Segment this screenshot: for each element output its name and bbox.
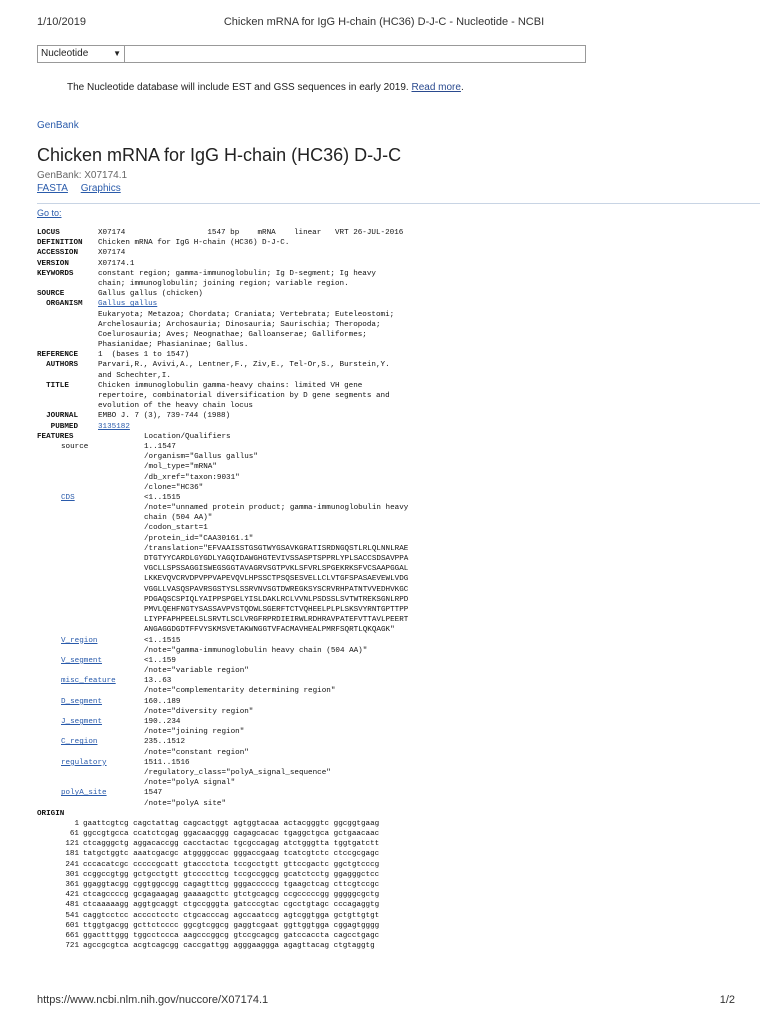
feature-qualifier: 190..234 xyxy=(144,718,181,726)
feature-qualifier: PDGAQSCSPIQLYAIPPSPGELYISLDAKLRCLVVNLPSDSSLSVTWTREKSGNLRPD xyxy=(144,595,409,604)
feature-row xyxy=(37,544,760,554)
feature-key[interactable]: misc_feature xyxy=(61,677,116,686)
feature-qualifier: 1..1547 xyxy=(144,442,176,451)
feature-key[interactable]: C_region xyxy=(61,738,98,747)
graphics-link[interactable]: Graphics xyxy=(80,183,121,194)
sequence-text: caggtcctcc acccctcctc ctgcacccag agccaatccg agtcggtgga gctgttgtgt xyxy=(83,911,380,920)
keywords-line: chain; immunoglobulin; joining region; variable region. xyxy=(98,279,349,288)
source-value: Gallus gallus (chicken) xyxy=(98,290,203,299)
feature-row xyxy=(37,788,760,798)
authors-line: and Schechter,I. xyxy=(98,371,171,380)
lineage-line: Eukaryota; Metazoa; Chordata; Craniata; Vertebrata; Euteleostomi; xyxy=(98,310,395,319)
feature-qualifier: chain (504 AA)" xyxy=(144,514,213,523)
sequence-row xyxy=(37,870,760,880)
fasta-link[interactable]: FASTA xyxy=(37,183,68,194)
locus-key: LOCUS xyxy=(37,229,60,237)
feature-qualifier: 13..63 xyxy=(144,677,172,686)
accession-label: GenBank: X07174.1 xyxy=(37,170,128,181)
version-row xyxy=(37,259,760,269)
accession-value: X07174 xyxy=(98,249,126,258)
sequence-row xyxy=(37,829,760,839)
print-url: https://www.ncbi.nlm.nih.gov/nuccore/X07174.1 xyxy=(37,994,269,1006)
title-line: repertoire, combinatorial diversification by D gene segments and xyxy=(98,392,390,400)
feature-qualifier: 235..1512 xyxy=(144,738,186,747)
feature-row xyxy=(37,595,760,605)
feature-row xyxy=(37,493,760,503)
feature-row xyxy=(37,585,760,595)
feature-qualifier: /codon_start=1 xyxy=(144,524,208,533)
feature-row xyxy=(37,513,760,523)
feature-row xyxy=(37,707,760,717)
feature-qualifier: VGGLLVASQSPAVRSGSTYSLSSRVNVSGTDWREGKSYSCRVRHPATNTVVEDHVKGC xyxy=(144,585,409,594)
reference-key: REFERENCE xyxy=(37,351,79,360)
lineage-line: Phasianidae; Phasianinae; Gallus. xyxy=(98,341,249,350)
keywords-row xyxy=(37,279,760,289)
sequence-position: 721 xyxy=(65,942,79,951)
feature-qualifier: /db_xref="taxon:9031" xyxy=(144,473,240,482)
search-input[interactable] xyxy=(124,45,586,63)
feature-qualifier: LKKEVQVCRVDPVPPVAPEVQVLHPSSCTPSQSESVELLCLVTGFSPASAEVEWLVDG xyxy=(144,575,409,584)
chevron-down-icon: ▼ xyxy=(113,49,121,58)
sequence-text: ttggtgacgg gcttctcccc ggcgtcggcg gaggtcgaat ggttggtgga cggagtgggg xyxy=(83,921,380,930)
version-value: X07174.1 xyxy=(98,259,135,268)
page-title: Chicken mRNA for IgG H-chain (HC36) D-J-C xyxy=(37,145,402,165)
keywords-line: constant region; gamma-immunoglobulin; Ig D-segment; Ig heavy xyxy=(98,269,376,278)
sequence-text: ctcaaaaagg aggtgcaggt ctgccgggta gatcccgtac cgcctgtagc cccagaggtg xyxy=(83,901,380,910)
feature-qualifier: LIYPFAPHPEELSLSRVTLSCLVRGFRPRDIEIRWLRDHRAVPATEFVTTAVLPEERT xyxy=(144,616,409,625)
sequence-position: 181 xyxy=(65,850,79,859)
feature-row xyxy=(37,564,760,574)
feature-qualifier: /note="joining region" xyxy=(144,728,245,737)
pubmed-key: PUBMED xyxy=(37,422,79,431)
goto-link[interactable]: Go to: xyxy=(37,208,62,218)
feature-row xyxy=(37,503,760,513)
sequence-row xyxy=(37,839,760,849)
sequence-row xyxy=(37,890,760,900)
title-line: Chicken immunoglobulin gamma-heavy chains: limited VH gene xyxy=(98,381,363,390)
features-header: Location/Qualifiers xyxy=(144,432,231,441)
feature-table xyxy=(37,442,760,809)
feature-key[interactable]: polyA_site xyxy=(61,789,107,798)
feature-qualifier: /organism="Gallus gallus" xyxy=(144,453,258,462)
feature-row xyxy=(37,462,760,472)
origin-key: ORIGIN xyxy=(37,809,65,818)
feature-qualifier: /translation="EFVAAISSTGSGTWYGSAVKGRATISRDNGQSTLRLQLNNLRAE xyxy=(144,544,409,553)
feature-row xyxy=(37,554,760,564)
feature-row xyxy=(37,605,760,615)
feature-qualifier: /note="gamma-immunoglobulin heavy chain (504 AA)" xyxy=(144,646,368,655)
reference-value: 1 (bases 1 to 1547) xyxy=(98,351,190,360)
feature-qualifier: VGCLLSPSSAGGISWEGSGGTAVAGRVSGTPVKLSFVRLSPGEKRKSFVCSAAPGGAL xyxy=(144,565,409,574)
sequence-row xyxy=(37,880,760,890)
feature-row xyxy=(37,758,760,768)
feature-key[interactable]: V_region xyxy=(61,636,98,645)
divider xyxy=(37,203,760,204)
lineage-row xyxy=(37,310,760,320)
source-key: SOURCE xyxy=(37,290,65,299)
reference-row xyxy=(37,350,760,360)
feature-row xyxy=(37,574,760,584)
sequence-text: cccacatcgc cccccgcatt gtaccctcta tccgcctgtt gttccgactc ggctgtcccg xyxy=(83,860,380,869)
sequence-row xyxy=(37,860,760,870)
sequence-text: ggaggtacgg cggtggccgg cagagtttcg gggacccccg tgaagctcag cttcgtccgc xyxy=(83,881,380,889)
feature-qualifier: <1..159 xyxy=(144,656,176,665)
keywords-row xyxy=(37,269,760,279)
feature-key[interactable]: regulatory xyxy=(61,758,107,767)
feature-row xyxy=(37,737,760,747)
feature-key[interactable]: D_segment xyxy=(61,697,103,706)
feature-row xyxy=(37,748,760,758)
lineage-line: Coelurosauria; Aves; Neognathae; Galloanserae; Galliformes; xyxy=(98,330,367,339)
feature-key[interactable]: V_segment xyxy=(61,656,103,665)
sequence-row xyxy=(37,900,760,910)
announcement-text: The Nucleotide database will include EST and GSS sequences in early 2019. xyxy=(67,82,409,93)
sequence-position: 361 xyxy=(65,881,79,889)
print-date: 1/10/2019 xyxy=(37,16,86,28)
feature-qualifier: /clone="HC36" xyxy=(144,483,204,492)
sequence-position: 1 xyxy=(74,819,79,828)
search-bar xyxy=(37,45,586,63)
feature-row xyxy=(37,666,760,676)
sequence-text: ggccgtgcca ccatctcgag ggacaacggg cagagcacac tgaggctgca gctgaacaac xyxy=(83,830,380,839)
feature-qualifier: /note="polyA site" xyxy=(144,799,227,808)
feature-qualifier: DTGTYYCARDLGYGDLYAGQIDAWGHGTEVIVSSASPTSPPRLYPLSACCSDSAVPPA xyxy=(144,555,409,563)
sequence-text: ccggccgtgg gctgcctgtt gtccccttcg tccgccggcg gcatctcctg ggagggctcc xyxy=(83,870,380,879)
feature-row xyxy=(37,686,760,696)
title-key: TITLE xyxy=(37,381,69,390)
breadcrumb[interactable]: GenBank xyxy=(37,120,79,131)
sequence-position: 601 xyxy=(65,921,79,930)
pubmed-row xyxy=(37,422,760,432)
features-row xyxy=(37,432,760,442)
feature-row xyxy=(37,676,760,686)
sequence-row xyxy=(37,931,760,941)
feature-row xyxy=(37,636,760,646)
feature-row xyxy=(37,717,760,727)
feature-qualifier: /protein_id="CAA30161.1" xyxy=(144,534,254,543)
sequence-text: agccgcgtca acgtcagcgg caccgattgg agggaaggga agagttacag ctgtaggtg xyxy=(83,942,375,951)
feature-qualifier: 160..189 xyxy=(144,697,181,706)
feature-qualifier: /note="polyA signal" xyxy=(144,779,236,788)
definition-key: DEFINITION xyxy=(37,239,83,248)
authors-row xyxy=(37,371,760,381)
version-key: VERSION xyxy=(37,259,69,268)
journal-key: JOURNAL xyxy=(37,412,79,421)
feature-qualifier: 1511..1516 xyxy=(144,758,190,767)
authors-line: Parvari,R., Avivi,A., Lentner,F., Ziv,E., Tel-Or,S., Burstein,Y. xyxy=(98,361,390,370)
print-title: Chicken mRNA for IgG H-chain (HC36) D-J-C - Nucleotide - NCBI xyxy=(223,16,545,28)
read-more-link[interactable]: Read more xyxy=(411,82,461,93)
feature-qualifier: ANGAGGDGDTFFVYSKMSVETAKWNGGTVFACMAVHEALPMRFSQRTLQKQAGK" xyxy=(144,626,395,635)
sequence-position: 121 xyxy=(65,840,79,849)
feature-qualifier: PMVLQEHFNGTYSASSAVPVSTQDWLSGERFTCTVQHEELPLPLSKSVYRNTGPTTPP xyxy=(144,605,409,614)
feature-row xyxy=(37,452,760,462)
authors-key: AUTHORS xyxy=(37,361,79,370)
feature-row xyxy=(37,625,760,635)
feature-row xyxy=(37,697,760,707)
keywords-key: KEYWORDS xyxy=(37,269,74,278)
feature-qualifier: /note="unnamed protein product; gamma-immunoglobulin heavy xyxy=(144,504,409,513)
accession-key: ACCESSION xyxy=(37,249,79,258)
sequence-row xyxy=(37,849,760,859)
title-row xyxy=(37,381,760,391)
organism-key: ORGANISM xyxy=(37,300,83,309)
feature-qualifier: /regulatory_class="polyA_signal_sequence" xyxy=(144,768,331,777)
announcement-period: . xyxy=(460,82,464,93)
sequence-position: 241 xyxy=(65,860,79,869)
sequence-position: 661 xyxy=(65,931,79,940)
title-row xyxy=(37,401,760,411)
locus-value: X07174 1547 bp mRNA linear VRT 26-JUL-2016 xyxy=(98,229,404,237)
sequence-text: gaattcgtcg cagctattag cagcactggt agtggtacaa actacgggtc ggcggtgaag xyxy=(83,819,380,828)
sequence-position: 61 xyxy=(69,830,79,839)
genbank-record xyxy=(37,228,760,951)
sequence-position: 301 xyxy=(65,870,79,879)
title-row xyxy=(37,391,760,401)
feature-key[interactable]: J_segment xyxy=(61,718,103,726)
sequence-row xyxy=(37,819,760,829)
sequence-text: tatgctggtc aaatcgacgc atggggccac gggaccgaag tcatcgtctc ctccgcgagc xyxy=(83,850,380,859)
sequence-position: 421 xyxy=(65,891,79,900)
lineage-row xyxy=(37,320,760,330)
lineage-line: Archelosauria; Archosauria; Dinosauria; Saurischia; Theropoda; xyxy=(98,320,381,329)
page-number: 1/2 xyxy=(719,994,735,1006)
definition-value: Chicken mRNA for IgG H-chain (HC36) D-J-C. xyxy=(98,239,290,248)
sequence-text: ctcagggctg aggacaccgg cacctactac tgcgccagag atctgggtta tggtgatctt xyxy=(83,840,380,849)
database-select-value: Nucleotide xyxy=(41,48,89,59)
organism-row xyxy=(37,299,760,309)
features-key: FEATURES xyxy=(37,432,74,441)
feature-qualifier: <1..1515 xyxy=(144,636,181,645)
feature-row xyxy=(37,442,760,452)
sequence-text: ggactttggg tggcctccca aagcccggcg gtccgcagcg gatccaccta cagcctgagc xyxy=(83,931,380,940)
database-select[interactable] xyxy=(37,45,126,63)
announcement xyxy=(67,82,464,93)
feature-qualifier: 1547 xyxy=(144,789,163,798)
feature-qualifier: /note="diversity region" xyxy=(144,707,254,716)
format-links xyxy=(37,183,131,194)
feature-key: source xyxy=(61,442,89,451)
lineage-row xyxy=(37,340,760,350)
origin-row xyxy=(37,809,760,819)
feature-qualifier: <1..1515 xyxy=(144,493,181,502)
sequence-block xyxy=(37,819,760,951)
feature-row xyxy=(37,473,760,483)
feature-row xyxy=(37,646,760,656)
feature-key[interactable]: CDS xyxy=(61,493,75,502)
sequence-row xyxy=(37,941,760,951)
sequence-text: ctcagccccg gcgagaagag gaaaagcttc gtctgcagcg ccgcccccgg gggggcgctg xyxy=(83,891,380,900)
authors-row xyxy=(37,360,760,370)
feature-row xyxy=(37,768,760,778)
feature-qualifier: /note="complementarity determining region" xyxy=(144,687,336,696)
title-line: evolution of the heavy chain locus xyxy=(98,402,253,411)
feature-row xyxy=(37,615,760,625)
journal-value: EMBO J. 7 (3), 739-744 (1988) xyxy=(98,412,231,421)
feature-row xyxy=(37,523,760,533)
locus-row xyxy=(37,228,760,238)
source-row xyxy=(37,289,760,299)
journal-row xyxy=(37,411,760,421)
feature-row xyxy=(37,656,760,666)
feature-qualifier: /mol_type="mRNA" xyxy=(144,463,217,472)
feature-row xyxy=(37,799,760,809)
accession-row xyxy=(37,248,760,258)
feature-qualifier: /note="variable region" xyxy=(144,667,249,676)
sequence-position: 481 xyxy=(65,901,79,910)
sequence-row xyxy=(37,921,760,931)
feature-row xyxy=(37,727,760,737)
feature-row xyxy=(37,483,760,493)
lineage-row xyxy=(37,330,760,340)
sequence-position: 541 xyxy=(65,911,79,920)
definition-row xyxy=(37,238,760,248)
pubmed-link[interactable]: 3135182 xyxy=(98,422,130,431)
feature-qualifier: /note="constant region" xyxy=(144,748,249,757)
organism-link[interactable]: Gallus gallus xyxy=(98,300,158,309)
feature-row xyxy=(37,534,760,544)
sequence-row xyxy=(37,911,760,921)
feature-row xyxy=(37,778,760,788)
